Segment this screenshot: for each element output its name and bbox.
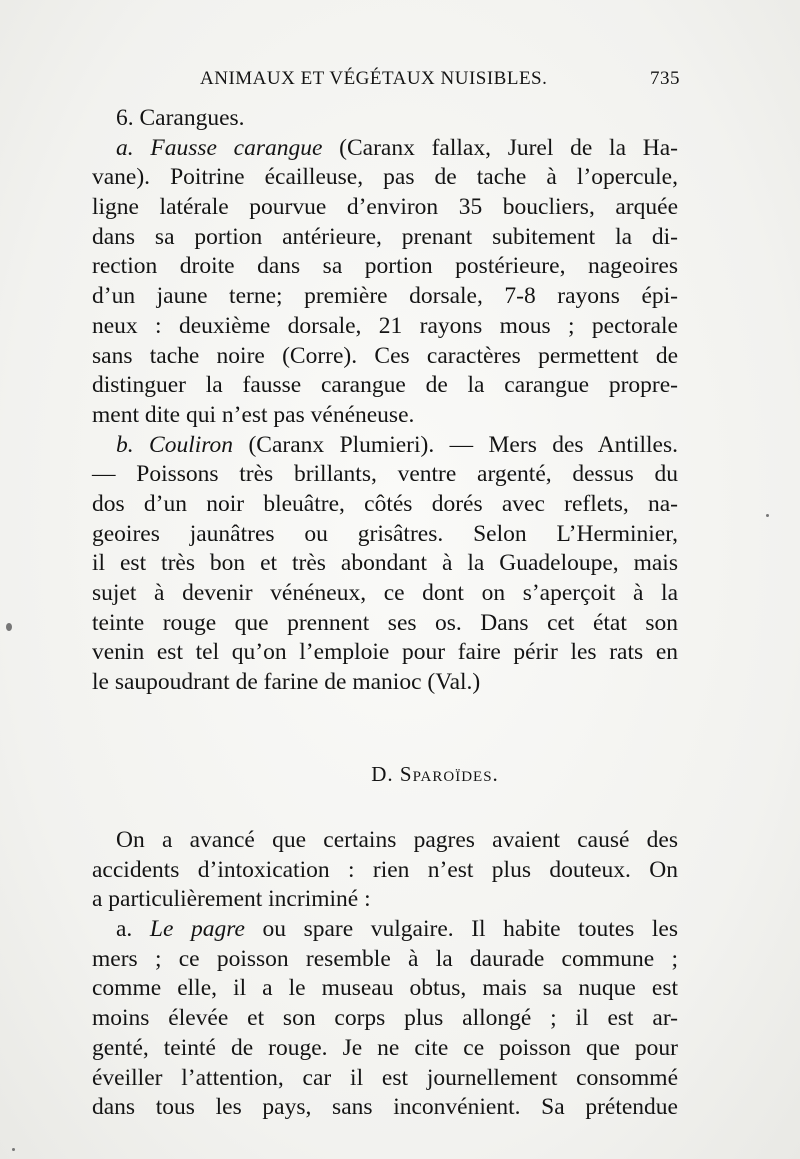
text-line: le saupoudrant de farine de manioc (Val.) (92, 669, 481, 696)
text-line: vane). Poitrine écailleuse, pas de tache à l’opercule, (92, 164, 678, 191)
text-line: ment dite qui n’est pas vénéneuse. (92, 401, 415, 428)
section-heading: 6. Carangues. (116, 105, 245, 131)
text-line: geoires jaunâtres ou grisâtres. Selon L’Herminier, (92, 520, 678, 547)
text-line: genté, teinté de rouge. Je ne cite ce poisson que pour (92, 1034, 678, 1061)
text-line: a particulièrement incriminé : (92, 886, 371, 913)
text-line: a. Le pagre ou spare vulgaire. Il habite toutes les (116, 916, 678, 943)
text-line: rection droite dans sa portion postérieure, nageoires (92, 253, 678, 280)
text-line: venin est tel qu’on l’emploie pour faire périr les rats en (92, 639, 678, 666)
text-line: d’un jaune terne; première dorsale, 7-8 rayons épi- (92, 283, 678, 310)
text-line: accidents d’intoxication : rien n’est plus douteux. On (92, 856, 678, 883)
section-sparoides (92, 826, 678, 1123)
scan-speck (12, 1148, 15, 1151)
running-title: ANIMAUX ET VÉGÉTAUX NUISIBLES. (200, 68, 548, 89)
text-line: dos d’un noir bleuâtre, côtés dorés avec reflets, na- (92, 490, 678, 517)
text-line: — Poissons très brillants, ventre argenté, dessus du (92, 461, 678, 488)
section-title-sparoides: D. Sparoïdes. (371, 762, 499, 786)
text-line: comme elle, il a le museau obtus, mais sa nuque est (92, 975, 678, 1002)
text-line: éveiller l’attention, car il est journellement consommé (92, 1064, 678, 1091)
text-line: sujet à devenir vénéneux, ce dont on s’aperçoit à la (92, 580, 678, 606)
scan-speck (6, 623, 12, 631)
text-line: il est très bon et très abondant à la Guadeloupe, mais (92, 550, 678, 577)
page-header (200, 64, 680, 98)
text-line: sans tache noire (Corre). Ces caractères permettent de (92, 342, 678, 369)
text-line: teinte rouge que prennent ses os. Dans cet état son (92, 609, 678, 636)
section-carangues (92, 104, 678, 698)
text-line: mers ; ce poisson resemble à la daurade commune ; (92, 945, 678, 972)
text-line: dans sa portion antérieure, prenant subitement la di- (92, 223, 678, 250)
scan-speck (766, 514, 769, 517)
species-name: Le pagre (149, 916, 245, 943)
page-number: 735 (650, 68, 680, 89)
text-line: distinguer la fausse carangue de la carangue propre- (92, 372, 678, 399)
text-line: b. Couliron (Caranx Plumieri). — Mers des Antilles. (116, 431, 678, 458)
species-name: a. Fausse carangue (116, 134, 323, 161)
species-name: b. Couliron (116, 431, 234, 458)
text-line: dans tous les pays, sans inconvénient. Sa prétendue (92, 1094, 678, 1121)
text-line: ligne latérale pourvue d’environ 35 boucliers, arquée (92, 194, 678, 221)
text-line: neux : deuxième dorsale, 21 rayons mous ; pectorale (92, 312, 678, 339)
text-line: moins élevée et son corps plus allongé ; il est ar- (92, 1005, 678, 1032)
text-line: On a avancé que certains pagres avaient causé des (116, 827, 678, 853)
text-line: a. Fausse carangue (Caranx fallax, Jurel de la Ha- (116, 134, 678, 161)
